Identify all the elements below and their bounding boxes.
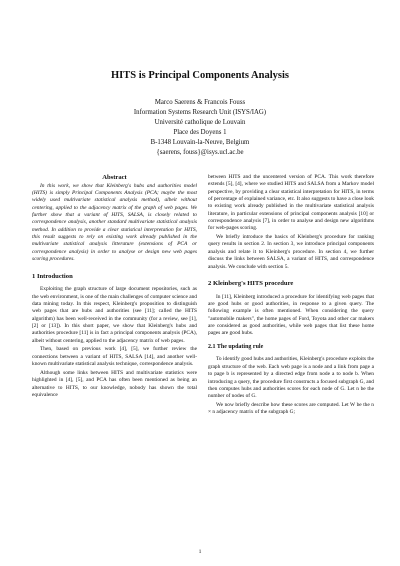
author-street: Place des Doyens 1: [173, 129, 227, 137]
subsection-paragraph: To identify good hubs and authorities, Kleinberg's procedure exploits the graph structure of the web. Each web page is a node and a link from page a to page b is represented by a directed edge from node a to node b. When introducing a query, the procedure first constructs a focused subgraph G, and then computes hubs and authorities scores for each node of G. Let n be the number of nodes of G.: [208, 356, 374, 400]
author-email: {saerens, fouss}@isys.ucl.ac.be: [156, 149, 244, 157]
subsection-paragraph: We now briefly describe how these scores are computed. Let W be the n × n adjacency matrix of the subgraph G;: [208, 401, 374, 416]
author-city: B-1348 Louvain-la-Neuve, Belgium: [150, 139, 250, 147]
section-heading-introduction: 1 Introduction: [32, 272, 73, 280]
intro-paragraph: Then, based on previous work [4], [5], we further review the connections between a variant of HITS, SALSA [14], and another well-known multivariate statistical analysis technique, correspondence analysis.: [32, 346, 197, 368]
subsection-heading-updating-rule: 2.1 The updating rule: [208, 344, 264, 351]
paper-title: HITS is Principal Components Analysis: [111, 70, 289, 81]
author-block: [0, 98, 400, 159]
abstract-heading: Abstract: [102, 174, 127, 181]
right-column: [208, 174, 374, 418]
author-university: Université catholique de Louvain: [154, 119, 246, 127]
author-affiliation: Information Systems Research Unit (ISYS/IAG): [133, 109, 267, 117]
section2-paragraph: In [11], Kleinberg introduced a procedure for identifying web pages that are good hubs or good authorities, in response to a given query. The following example is often mentioned. When considering the query "automobile makers", the home pages of Ford, Toyota and other car makers are considered as good authorities, while web pages that list these home pages are good hubs.: [208, 293, 374, 337]
author-names: Marco Saerens & Francois Fouss: [154, 99, 246, 106]
page-number: 1: [198, 549, 202, 555]
body-paragraph: between HITS and the uncentered version of PCA. This work therefore extends [5], [4], where we studied HITS and SALSA from a Markov model perspective, by providing a clear statistical interpretation for HITS, in terms of percentage of explained variance, etc. It also suggests to have a close look to existing work already published in the multivariate statistical analysis literature, in particular extensions of principal components analysis [10] or correspondence analysis [7], in order to analyse and design new algorithms for web-pages scoring.: [208, 174, 374, 232]
body-paragraph: We briefly introduce the basics of Kleinberg's procedure for ranking query results in section 2. In section 3, we introduce principal components analysis and relate it to Kleinberg's procedure. In section 4, we further discuss the links between SALSA, a variant of HITS, and correspondence analysis. We conclude with section 5.: [208, 234, 374, 270]
section-heading-hits: 2 Kleinberg's HITS procedure: [208, 280, 294, 288]
abstract-text: In this work, we show that Kleinberg's hubs and authorities model (HITS) is simply Principal Components Analysis (PCA; maybe the most widely used multivariate statistical analysis method), albeit without centering, applied to the adjacency matrix of the graph of web pages. We further show that a variant of HITS, SALSA, is closely related to correspondence analysis, another standard multivariate statistical analysis method. In addition to provide a clear statistical interpretation for HITS, this result suggests to rely on existing work already published in the multivariate statistical analysis litterature (extensions of PCA or correspondence analysis) in order to analyse or design new web pages scoring procedures.: [32, 182, 197, 263]
intro-paragraph: Although some links between HITS and multivariate statistics were highlighted in [4], [5], and PCA has often been mentioned as being an alternative to HITS, to our knowledge, nobody has shown the total equivalence: [32, 369, 197, 398]
left-column: [32, 174, 197, 401]
intro-paragraph: Exploiting the graph structure of large document repositories, such as the web environment, is one of the main challenges of computer science and data mining today. In this respect, Kleinberg's proposition to distinguish web pages that are hubs and authorities (see [11]; called the HITS algorithm) has been well-received in the community (for a review, see [1], [2] or [13]). In this short paper, we show that Kleinberg's hubs and authorities procedure [11] is in fact a principal components analysis (PCA), albeit without centering, applied to the adjacency matrix of web pages.: [32, 286, 197, 344]
